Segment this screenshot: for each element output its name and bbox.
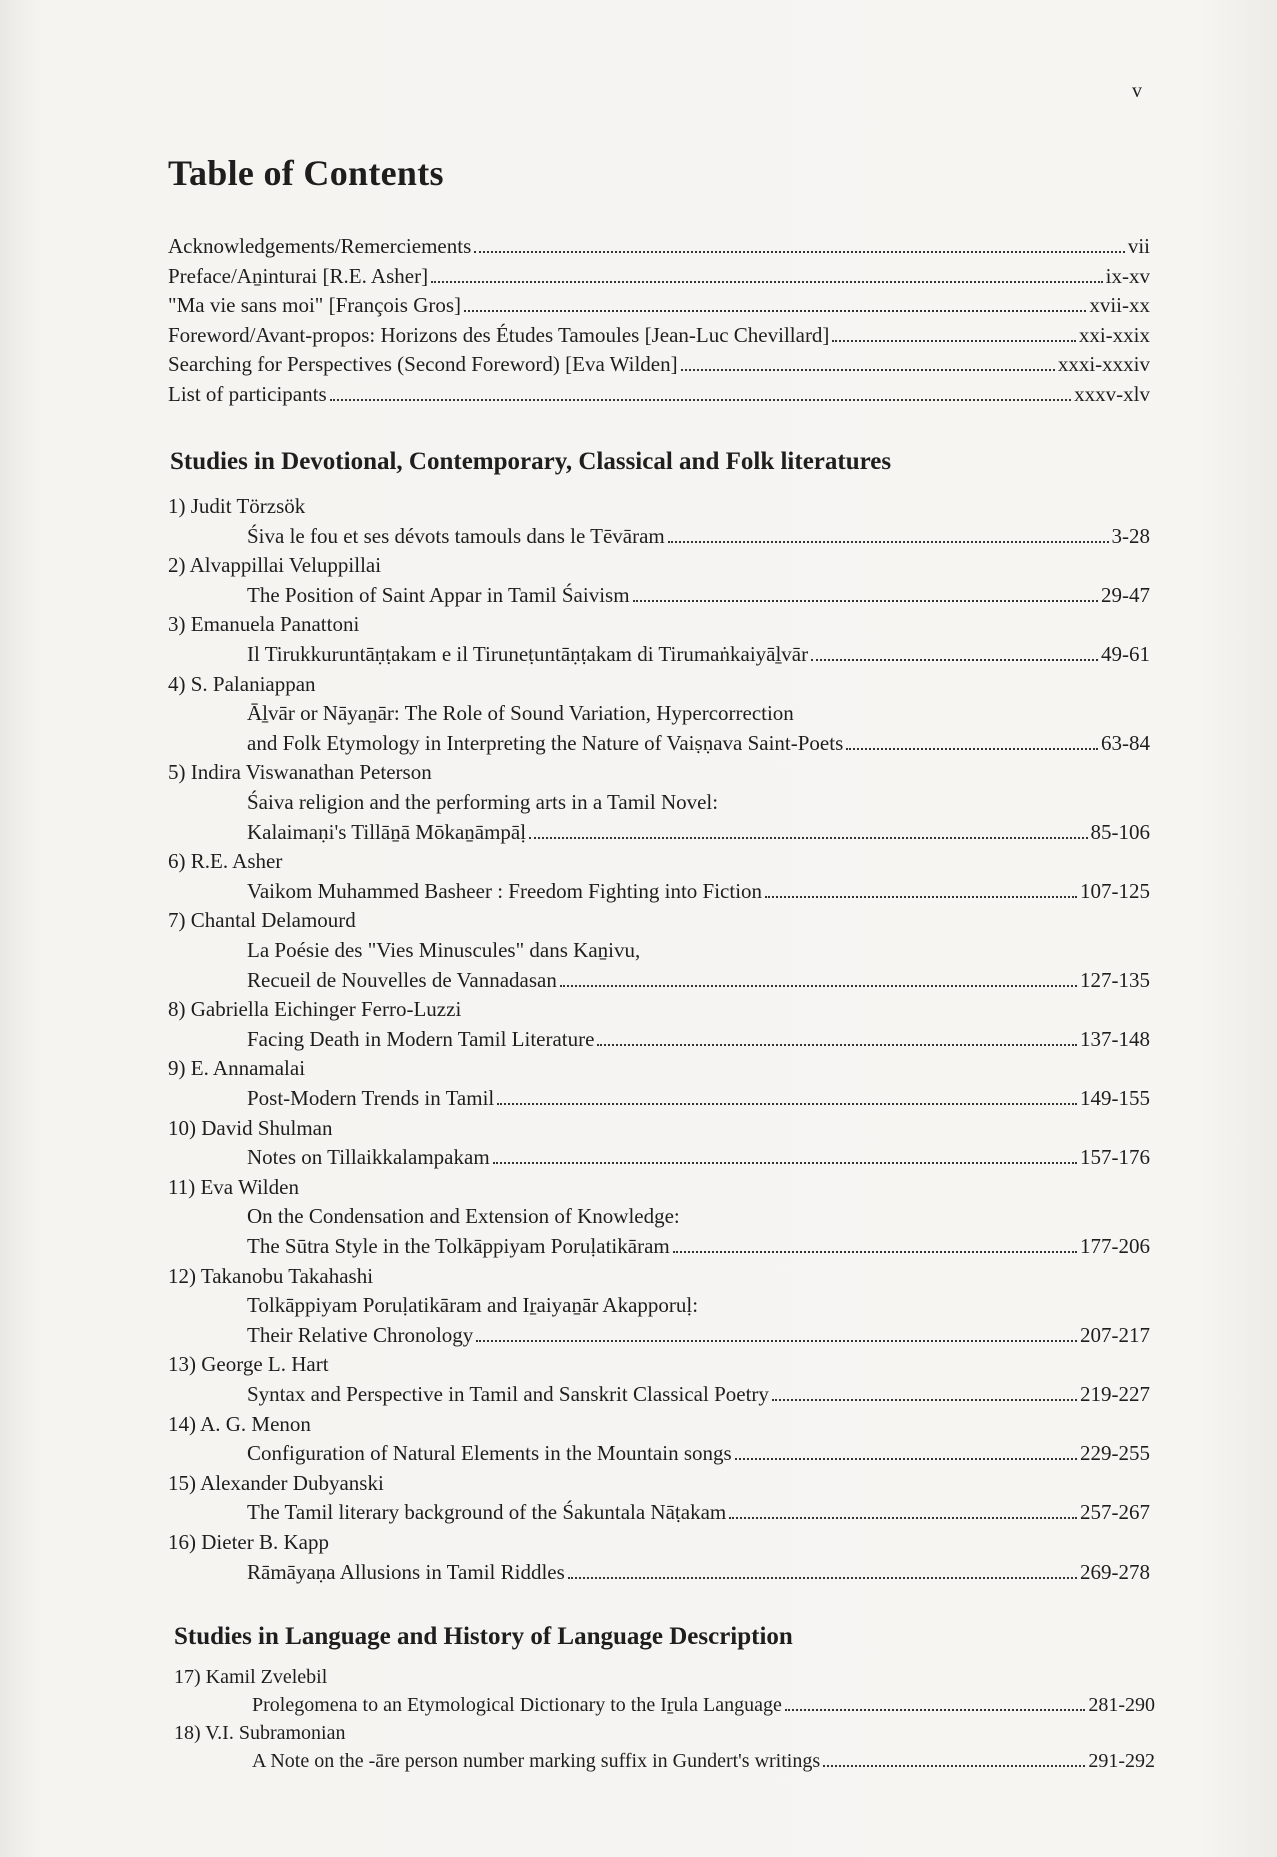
front-matter-entry bbox=[168, 352, 1150, 382]
page-range: 127-135 bbox=[1080, 967, 1150, 992]
contribution-author: 16) Dieter B. Kapp bbox=[168, 1530, 329, 1554]
entry-title: The Sūtra Style in the Tolkāppiyam Poruḷatikāram bbox=[247, 1234, 670, 1258]
dot-leader bbox=[330, 399, 1072, 401]
page-range: 107-125 bbox=[1080, 878, 1150, 903]
contribution-title-line: Śaiva religion and the performing arts in a Tamil Novel: bbox=[247, 790, 719, 814]
contribution-author: 5) Indira Viswanathan Peterson bbox=[168, 760, 432, 785]
entry-title: Kalaimaṇi's Tillāṉā Mōkaṉāmpāḷ bbox=[247, 819, 527, 844]
dot-leader bbox=[832, 340, 1075, 342]
entry-title: Notes on Tillaikkalampakam bbox=[247, 1145, 490, 1170]
contribution-author: 18) V.I. Subramonian bbox=[174, 1722, 346, 1744]
page-range: 157-176 bbox=[1080, 1145, 1150, 1170]
contribution-entry bbox=[247, 1145, 1150, 1175]
section-title-literatures: Studies in Devotional, Contemporary, Classical and Folk literatures bbox=[170, 448, 892, 475]
dot-leader bbox=[464, 310, 1086, 312]
page-range: xvii-xx bbox=[1089, 293, 1150, 318]
contribution-entry bbox=[247, 1382, 1150, 1412]
contribution-author: 14) A. G. Menon bbox=[168, 1411, 311, 1436]
entry-title: Searching for Perspectives (Second Foreword) [Eva Wilden] bbox=[168, 352, 678, 377]
dot-leader bbox=[729, 1517, 1077, 1519]
contribution-entry bbox=[247, 1027, 1150, 1057]
entry-title: Configuration of Natural Elements in the Mountain songs bbox=[247, 1441, 732, 1466]
entry-title: Prolegomena to an Etymological Dictionary to the Iṟula Language bbox=[252, 1694, 782, 1716]
entry-title: Facing Death in Modern Tamil Literature bbox=[247, 1026, 595, 1051]
entry-title: Recueil de Nouvelles de Vannadasan bbox=[247, 967, 557, 992]
contribution-title-line: La Poésie des "Vies Minuscules" dans Kaṉivu, bbox=[247, 938, 641, 962]
dot-leader bbox=[431, 281, 1103, 283]
page-range: 29-47 bbox=[1101, 582, 1150, 607]
contribution-entry bbox=[247, 879, 1150, 909]
dot-leader bbox=[529, 837, 1087, 839]
contribution-author: 1) Judit Törzsök bbox=[168, 494, 306, 518]
dot-leader bbox=[673, 1251, 1077, 1253]
contribution-entry bbox=[247, 524, 1150, 554]
contribution-entry bbox=[247, 1323, 1150, 1353]
page-number: v bbox=[1132, 80, 1142, 102]
entry-title: Preface/Aṉinturai [R.E. Asher] bbox=[168, 263, 429, 288]
entry-title: Syntax and Perspective in Tamil and Sanskrit Classical Poetry bbox=[247, 1382, 769, 1406]
contribution-author: 3) Emanuela Panattoni bbox=[168, 612, 360, 637]
contribution-entry bbox=[247, 731, 1150, 761]
page-range: 281-290 bbox=[1088, 1694, 1155, 1716]
contribution-author: 15) Alexander Dubyanski bbox=[168, 1470, 384, 1495]
dot-leader bbox=[568, 1577, 1077, 1579]
page-range: 291-292 bbox=[1088, 1750, 1155, 1772]
dot-leader bbox=[681, 369, 1055, 371]
entry-title: The Tamil literary background of the Śakuntala Nāṭakam bbox=[247, 1500, 727, 1525]
dot-leader bbox=[668, 541, 1109, 543]
page-range: 229-255 bbox=[1080, 1441, 1150, 1466]
contribution-entry bbox=[247, 1234, 1150, 1264]
dot-leader bbox=[846, 748, 1098, 750]
page-title: Table of Contents bbox=[168, 153, 444, 193]
contribution-author: 8) Gabriella Eichinger Ferro-Luzzi bbox=[168, 997, 462, 1022]
page-range: 63-84 bbox=[1101, 730, 1150, 755]
page-range: 177-206 bbox=[1080, 1234, 1150, 1258]
contribution-entry bbox=[247, 820, 1150, 850]
entry-title: Il Tirukkuruntāṇṭakam e il Tiruneṭuntāṇṭakam di Tirumaṅkaiyāḻvār bbox=[247, 642, 809, 666]
dot-leader bbox=[811, 659, 1098, 661]
contribution-author: 6) R.E. Asher bbox=[168, 849, 283, 874]
page-range: ix-xv bbox=[1105, 263, 1150, 288]
entry-title: Foreword/Avant-propos: Horizons des Études Tamoules [Jean-Luc Chevillard] bbox=[168, 322, 830, 347]
contribution-author: 17) Kamil Zvelebil bbox=[174, 1666, 328, 1688]
entry-title: A Note on the -āre person number marking suffix in Gundert's writings bbox=[252, 1750, 821, 1772]
contribution-author: 10) David Shulman bbox=[168, 1115, 333, 1140]
front-matter-entry bbox=[168, 323, 1150, 353]
entry-title: Śiva le fou et ses dévots tamouls dans le Tēvāram bbox=[247, 523, 665, 548]
page-range: 219-227 bbox=[1080, 1382, 1150, 1406]
entry-title: Vaikom Muhammed Basheer : Freedom Fighting into Fiction bbox=[247, 878, 763, 903]
page-range: 85-106 bbox=[1090, 819, 1150, 844]
contribution-title-line: Āḻvār or Nāyaṉār: The Role of Sound Variation, Hypercorrection bbox=[247, 701, 794, 726]
contribution-title-line: Tolkāppiyam Poruḷatikāram and Iṟaiyaṉār Akapporuḷ: bbox=[247, 1293, 699, 1318]
contribution-entry bbox=[247, 1086, 1150, 1116]
entry-title: Acknowledgements/Remerciements bbox=[168, 234, 472, 258]
dot-leader bbox=[823, 1765, 1085, 1767]
page-range: vii bbox=[1127, 234, 1150, 258]
contribution-title-line: On the Condensation and Extension of Knowledge: bbox=[247, 1204, 680, 1229]
page-range: xxxv-xlv bbox=[1074, 382, 1150, 406]
contribution-entry bbox=[252, 1750, 1155, 1780]
dot-leader bbox=[765, 896, 1077, 898]
contribution-entry bbox=[252, 1694, 1155, 1724]
contribution-entry bbox=[247, 1560, 1150, 1590]
entry-title: Post-Modern Trends in Tamil bbox=[247, 1086, 495, 1110]
contribution-entry bbox=[247, 1441, 1150, 1471]
dot-leader bbox=[476, 1340, 1077, 1342]
section-title-language: Studies in Language and History of Language Description bbox=[174, 1623, 793, 1650]
front-matter-entry bbox=[168, 234, 1150, 264]
contribution-author: 12) Takanobu Takahashi bbox=[168, 1263, 374, 1288]
page-range: 207-217 bbox=[1080, 1322, 1150, 1347]
contribution-author: 7) Chantal Delamourd bbox=[168, 908, 356, 933]
page-range: 49-61 bbox=[1101, 642, 1150, 666]
dot-leader bbox=[785, 1709, 1085, 1711]
contribution-author: 11) Eva Wilden bbox=[168, 1174, 299, 1199]
dot-leader bbox=[497, 1103, 1077, 1105]
page-range: 149-155 bbox=[1080, 1086, 1150, 1110]
contribution-author: 2) Alvappillai Veluppillai bbox=[168, 553, 382, 578]
page-range: 269-278 bbox=[1080, 1559, 1150, 1584]
page-range: 3-28 bbox=[1111, 523, 1150, 548]
dot-leader bbox=[633, 600, 1098, 602]
contribution-entry bbox=[247, 1500, 1150, 1530]
entry-title: Rāmāyaṇa Allusions in Tamil Riddles bbox=[247, 1559, 565, 1584]
entry-title: List of participants bbox=[168, 382, 327, 406]
contribution-entry bbox=[247, 583, 1150, 613]
dot-leader bbox=[493, 1162, 1077, 1164]
entry-title: Their Relative Chronology bbox=[247, 1322, 474, 1347]
page-range: 137-148 bbox=[1080, 1026, 1150, 1051]
front-matter-entry bbox=[168, 264, 1150, 294]
front-matter-entry bbox=[168, 382, 1150, 412]
front-matter-entry bbox=[168, 293, 1150, 323]
contribution-entry bbox=[247, 642, 1150, 672]
entry-title: "Ma vie sans moi" [François Gros] bbox=[168, 293, 462, 318]
dot-leader bbox=[735, 1458, 1077, 1460]
contribution-author: 4) S. Palaniappan bbox=[168, 671, 316, 696]
dot-leader bbox=[474, 251, 1125, 253]
contribution-author: 13) George L. Hart bbox=[168, 1352, 329, 1377]
dot-leader bbox=[772, 1399, 1077, 1401]
entry-title: The Position of Saint Appar in Tamil Śaivism bbox=[247, 582, 630, 607]
dot-leader bbox=[597, 1044, 1077, 1046]
entry-title: and Folk Etymology in Interpreting the Nature of Vaiṣṇava Saint-Poets bbox=[247, 730, 844, 755]
dot-leader bbox=[560, 985, 1077, 987]
contribution-entry bbox=[247, 968, 1150, 998]
page-range: xxi-xxix bbox=[1078, 322, 1150, 347]
page-range: xxxi-xxxiv bbox=[1057, 352, 1150, 377]
contribution-author: 9) E. Annamalai bbox=[168, 1056, 306, 1081]
page-range: 257-267 bbox=[1080, 1500, 1150, 1525]
